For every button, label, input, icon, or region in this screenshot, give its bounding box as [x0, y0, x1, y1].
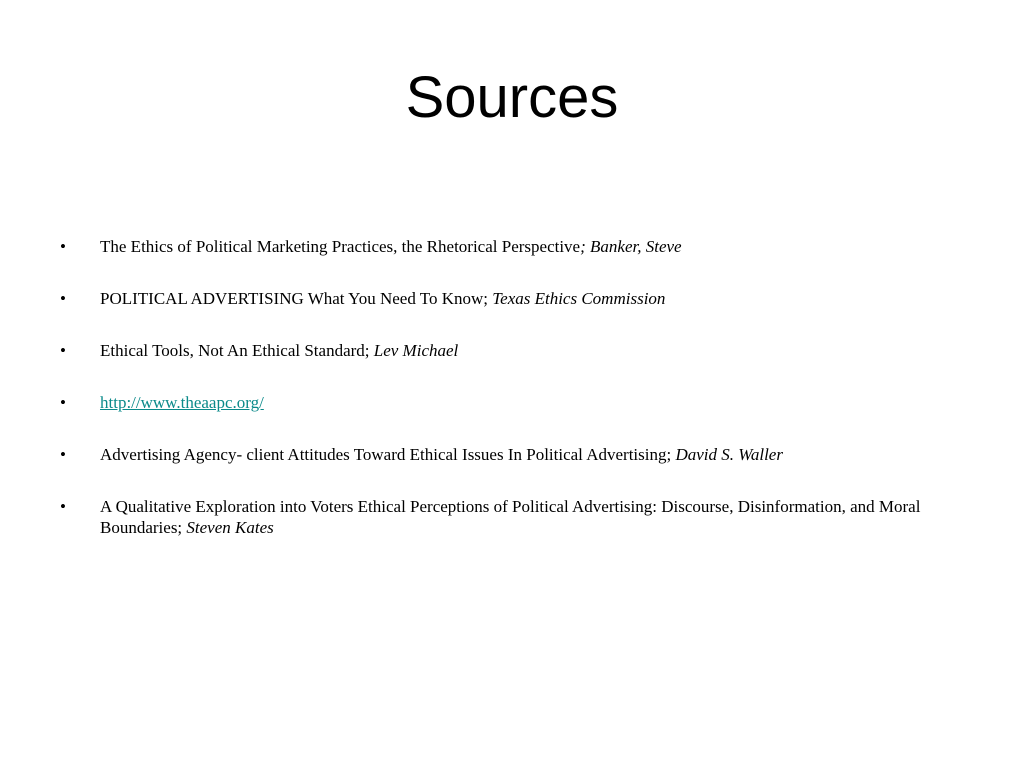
source-item-5: [60, 444, 960, 465]
source-author: Steven Kates: [186, 518, 274, 537]
source-title: POLITICAL ADVERTISING What You Need To Know;: [100, 289, 493, 308]
source-author: ; Banker, Steve: [580, 237, 682, 256]
bullet-icon: •: [60, 237, 66, 256]
slide-title: Sources: [405, 65, 619, 130]
source-title: A Qualitative Exploration into Voters Ethical Perceptions of Political Advertising: Discourse, Disinformation, and Moral Boundaries;: [100, 497, 921, 537]
bullet-icon: •: [60, 341, 66, 360]
source-item-2: [60, 288, 960, 309]
bullet-icon: •: [60, 393, 66, 412]
source-title: Ethical Tools, Not An Ethical Standard;: [100, 341, 374, 360]
bullet-icon: •: [60, 289, 66, 308]
source-item-4: [60, 392, 960, 413]
source-item-3: [60, 340, 960, 361]
bullet-icon: •: [60, 497, 66, 516]
bullet-icon: •: [60, 445, 66, 464]
source-title: The Ethics of Political Marketing Practices, the Rhetorical Perspective: [100, 237, 581, 256]
source-title: Advertising Agency- client Attitudes Toward Ethical Issues In Political Advertising;: [100, 445, 676, 464]
source-author: Lev Michael: [373, 341, 459, 360]
source-item-1: [60, 236, 960, 257]
sources-list: [60, 236, 960, 569]
source-item-6: [60, 496, 960, 538]
source-author: David S. Waller: [675, 445, 783, 464]
source-author: Texas Ethics Commission: [492, 289, 666, 308]
source-link[interactable]: http://www.theaapc.org/: [100, 393, 264, 412]
